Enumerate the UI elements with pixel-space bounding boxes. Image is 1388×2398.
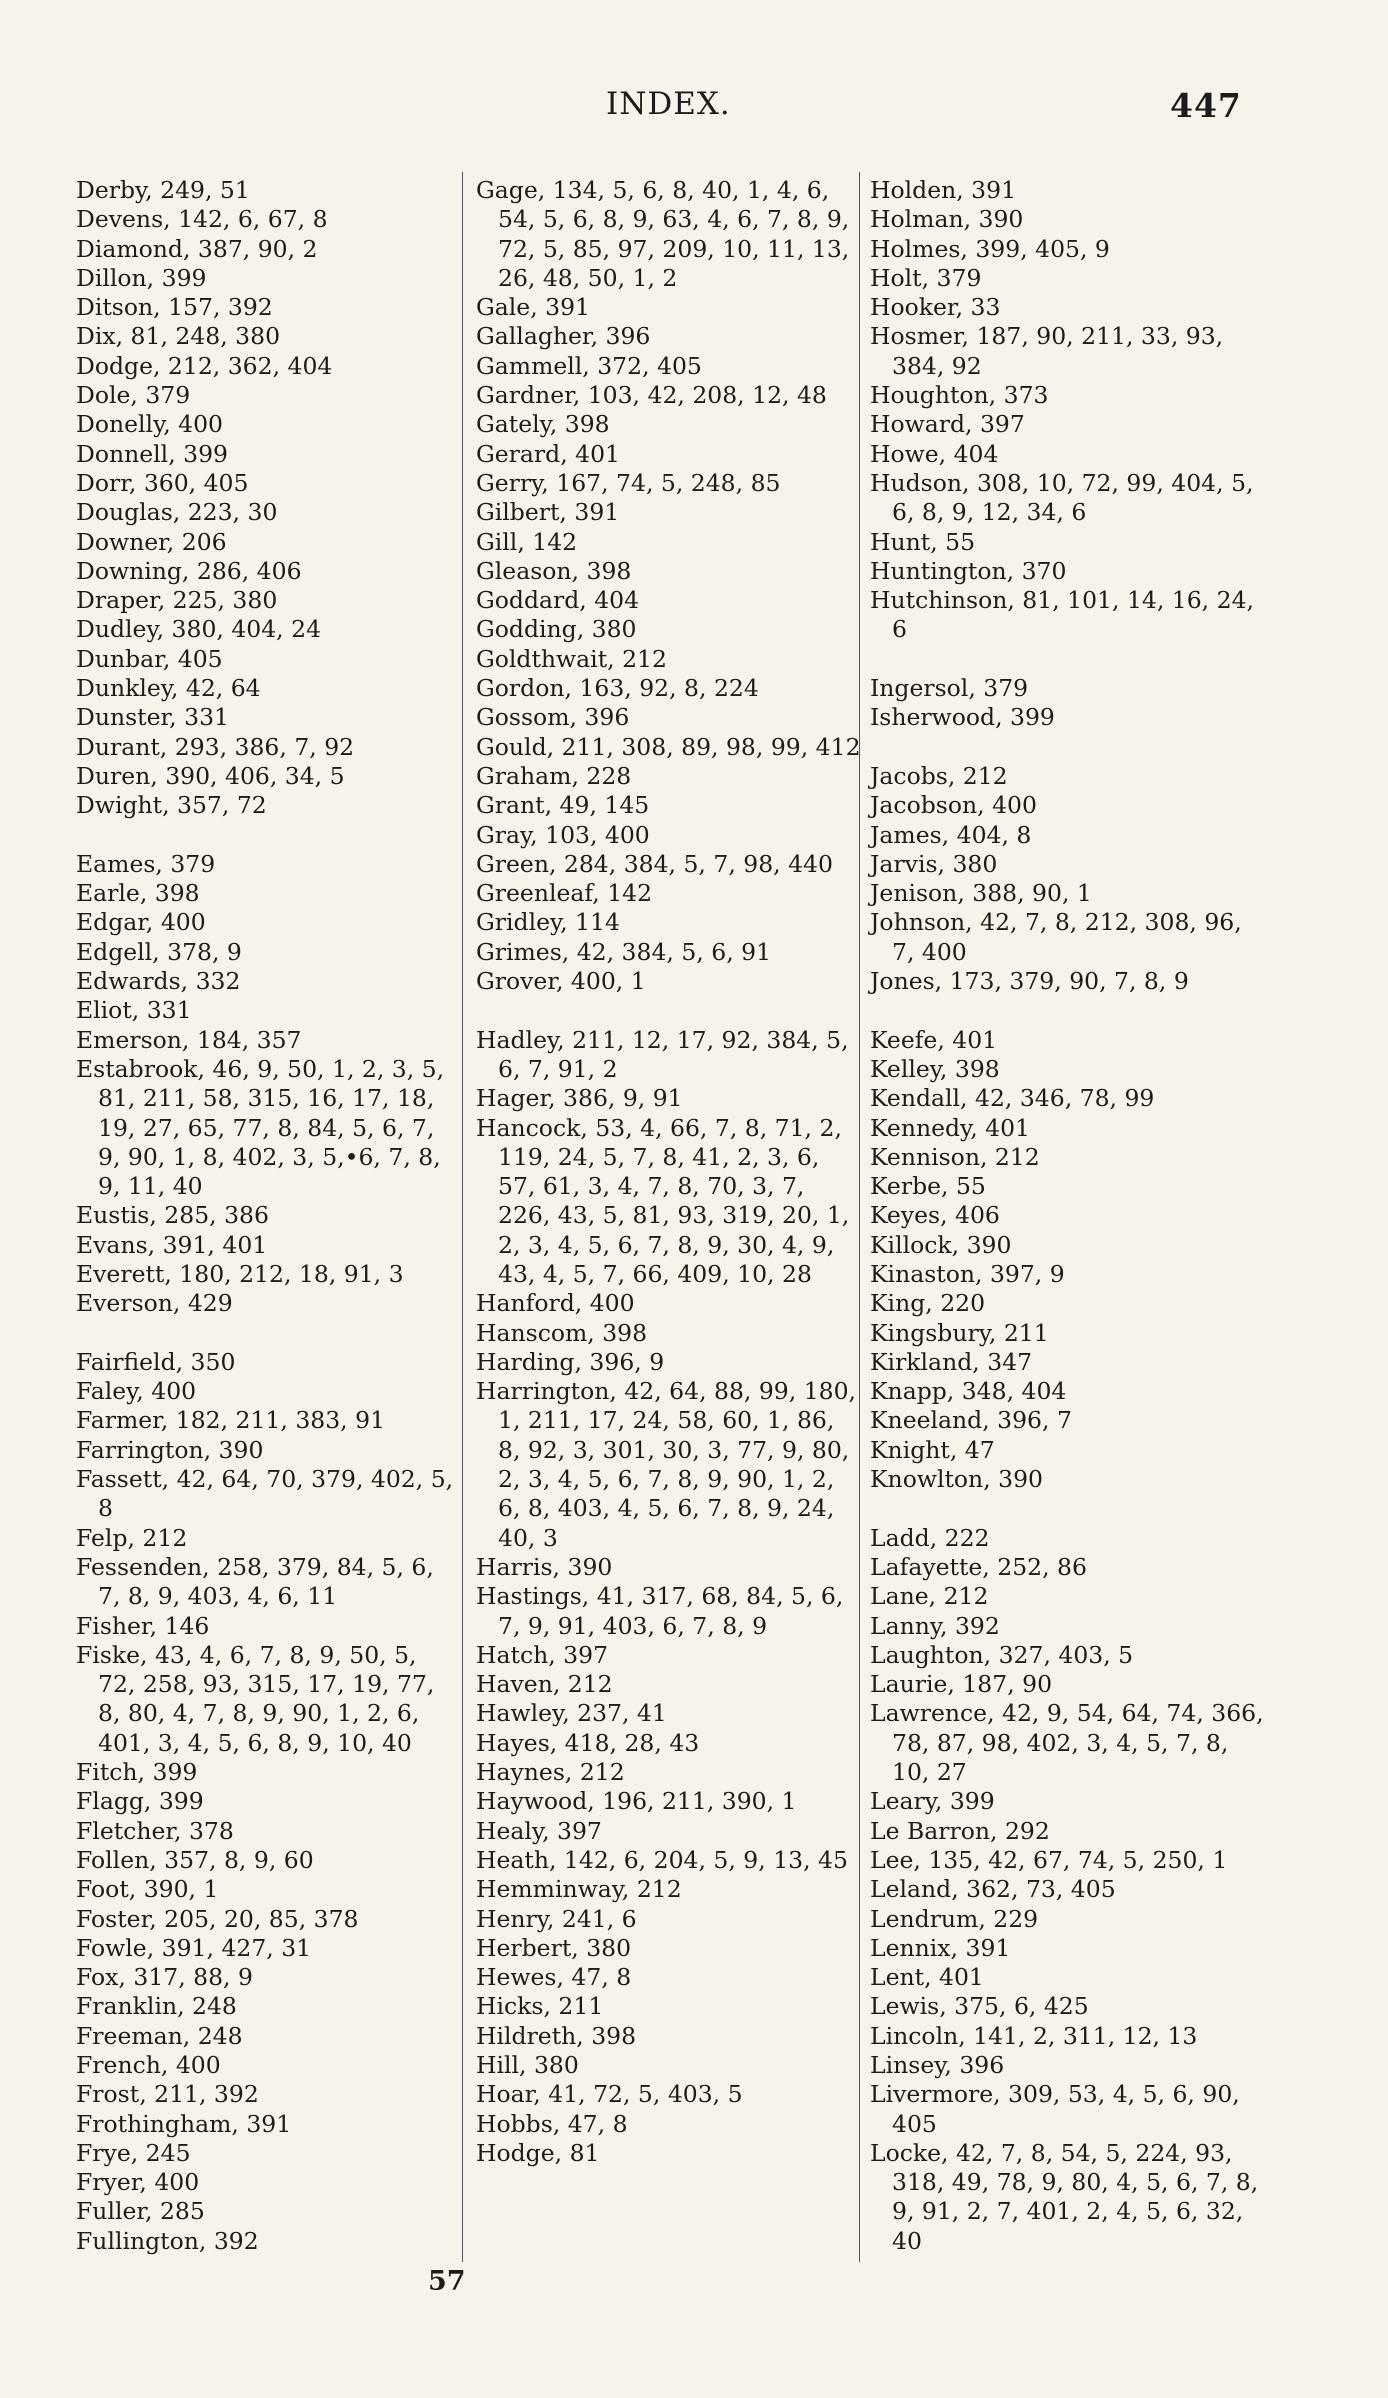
index-entry: Holden, 391 <box>870 176 1017 204</box>
index-entry: Goddard, 404 <box>476 586 640 615</box>
index-entry: Gammell, 372, 405 <box>476 351 702 380</box>
letter-section-gap <box>870 645 1270 674</box>
index-entry: Greenleaf, 142 <box>476 879 653 908</box>
index-entry: Hooker, 33 <box>870 293 1001 322</box>
index-entry: Hunt, 55 <box>870 527 976 556</box>
index-entry: Lent, 401 <box>870 1963 984 1992</box>
index-entry: Dunkley, 42, 64 <box>76 674 261 703</box>
index-entry: Gale, 391 <box>476 293 591 322</box>
index-entry: Gardner, 103, 42, 208, 12, 48 <box>476 381 827 410</box>
index-entry: Hanford, 400 <box>476 1289 635 1318</box>
index-entry: Godding, 380 <box>476 615 637 644</box>
index-entry: Dillon, 399 <box>76 263 207 292</box>
index-entry: Haywood, 196, 211, 390, 1 <box>476 1787 797 1816</box>
index-entry: Fuller, 285 <box>76 2197 205 2226</box>
index-entry: Donnell, 399 <box>76 439 228 468</box>
index-entry: Jones, 173, 379, 90, 7, 8, 9 <box>870 967 1189 996</box>
index-entry: Kennedy, 401 <box>870 1113 1031 1142</box>
index-entry: Lafayette, 252, 86 <box>870 1552 1087 1581</box>
index-entry: Gilbert, 391 <box>476 498 620 527</box>
index-entry: Gleason, 398 <box>476 556 632 585</box>
index-entry: Hudson, 308, 10, 72, 99, 404, 5, 6, 8, 9, 12, 34, 6 <box>870 468 1254 527</box>
index-entry: Fessenden, 258, 379, 84, 5, 6, 7, 8, 9, 403, 4, 6, 11 <box>76 1552 434 1611</box>
index-entry: Kelley, 398 <box>870 1054 1000 1083</box>
index-entry: Ladd, 222 <box>870 1523 990 1552</box>
index-entry: Henry, 241, 6 <box>476 1904 637 1933</box>
index-entry: Grimes, 42, 384, 5, 6, 91 <box>476 937 772 966</box>
index-entry: Kirkland, 347 <box>870 1347 1033 1376</box>
index-entry: Farrington, 390 <box>76 1435 264 1464</box>
index-entry: Felp, 212 <box>76 1523 188 1552</box>
index-entry: Lanny, 392 <box>870 1611 1000 1640</box>
index-entry: Dwight, 357, 72 <box>76 791 267 820</box>
index-entry: Faley, 400 <box>76 1377 197 1406</box>
column-divider <box>859 172 860 2262</box>
index-entry: Keyes, 406 <box>870 1201 1000 1230</box>
index-entry: Harding, 396, 9 <box>476 1347 665 1376</box>
page-title: INDEX. <box>606 86 731 122</box>
index-entry: Jacobson, 400 <box>870 791 1037 820</box>
index-entry: Kerbe, 55 <box>870 1172 986 1201</box>
index-entry: Lendrum, 229 <box>870 1904 1039 1933</box>
index-entry: Leland, 362, 73, 405 <box>870 1875 1116 1904</box>
index-entry: Kneeland, 396, 7 <box>870 1406 1072 1435</box>
index-entry: Leary, 399 <box>870 1787 995 1816</box>
index-entry: Gossom, 396 <box>476 703 630 732</box>
index-entry: Hill, 380 <box>476 2051 579 2079</box>
letter-section-gap <box>870 733 1270 762</box>
page-header <box>0 86 1388 136</box>
index-entry: Laughton, 327, 403, 5 <box>870 1640 1134 1669</box>
index-entry: Graham, 228 <box>476 761 632 790</box>
index-entry: Jarvis, 380 <box>870 849 998 878</box>
index-entry: Gill, 142 <box>476 527 578 556</box>
index-entry: Hosmer, 187, 90, 211, 33, 93, 384, 92 <box>870 322 1224 380</box>
index-entry: Downing, 286, 406 <box>76 556 302 585</box>
index-entry: Fletcher, 378 <box>76 1816 234 1845</box>
index-entry: Killock, 390 <box>870 1230 1012 1259</box>
index-entry: Herbert, 380 <box>476 1933 632 1962</box>
index-entry: Franklin, 248 <box>76 1992 237 2021</box>
index-entry: Evans, 391, 401 <box>76 1230 268 1259</box>
index-entry: Gordon, 163, 92, 8, 224 <box>476 674 759 703</box>
index-entry: Healy, 397 <box>476 1816 602 1845</box>
index-entry: Durant, 293, 386, 7, 92 <box>76 732 355 761</box>
index-entry: French, 400 <box>76 2051 221 2079</box>
index-entry: Lewis, 375, 6, 425 <box>870 1992 1089 2021</box>
index-entry: Kennison, 212 <box>870 1142 1040 1171</box>
index-column-1 <box>76 176 458 2256</box>
index-entry: Hewes, 47, 8 <box>476 1963 632 1992</box>
index-entry: Haven, 212 <box>476 1670 613 1699</box>
index-entry: Grover, 400, 1 <box>476 967 646 996</box>
index-entry: Emerson, 184, 357 <box>76 1025 302 1054</box>
index-entry: Jenison, 388, 90, 1 <box>870 879 1092 908</box>
index-entry: Laurie, 187, 90 <box>870 1670 1053 1699</box>
index-entry: Everett, 180, 212, 18, 91, 3 <box>76 1259 404 1288</box>
index-entry: Ingersol, 379 <box>870 674 1029 703</box>
index-entry: Huntington, 370 <box>870 556 1067 585</box>
index-entry: Duren, 390, 406, 34, 5 <box>76 761 345 790</box>
index-entry: Heath, 142, 6, 204, 5, 9, 13, 45 <box>476 1845 848 1874</box>
index-entry: Dix, 81, 248, 380 <box>76 322 281 351</box>
index-entry: Flagg, 399 <box>76 1787 204 1816</box>
index-entry: Ditson, 157, 392 <box>76 293 273 322</box>
index-entry: Foot, 390, 1 <box>76 1875 219 1904</box>
index-entry: Howard, 397 <box>870 410 1025 439</box>
index-entry: Dudley, 380, 404, 24 <box>76 615 322 644</box>
index-entry: Livermore, 309, 53, 4, 5, 6, 90, 405 <box>870 2080 1240 2138</box>
index-entry: Hanscom, 398 <box>476 1318 648 1347</box>
index-entry: Goldthwait, 212 <box>476 644 667 673</box>
index-entry: Eliot, 331 <box>76 996 192 1025</box>
index-entry: Frothingham, 391 <box>76 2109 292 2138</box>
index-entry: Fox, 317, 88, 9 <box>76 1963 253 1992</box>
letter-section-gap <box>476 996 862 1025</box>
signature-mark: 57 <box>428 2266 466 2297</box>
index-entry: Lawrence, 42, 9, 54, 64, 74, 366, 78, 87, 98, 402, 3, 4, 5, 7, 8, 10, 27 <box>870 1699 1264 1787</box>
index-entry: Foster, 205, 20, 85, 378 <box>76 1904 359 1933</box>
index-entry: Gage, 134, 5, 6, 8, 40, 1, 4, 6, 54, 5, 6, 8, 9, 63, 4, 6, 7, 8, 9, 72, 5, 85, 97, 209, 10, 11, 13, 26, 48, 50, 1, 2 <box>476 176 850 292</box>
index-entry: Freeman, 248 <box>76 2021 243 2050</box>
index-entry: Knight, 47 <box>870 1435 995 1464</box>
index-entry: Edgell, 378, 9 <box>76 937 242 966</box>
index-entry: Harrington, 42, 64, 88, 99, 180, 1, 211, 17, 24, 58, 60, 1, 86, 8, 92, 3, 301, 30, 3, 77, 9, 80, 2, 3, 4, 5, 6, 7, 8, 9, 90, 1, 2, 6, 8, 403, 4, 5, 6, 7, 8, 9, 24, 40, 3 <box>476 1377 857 1552</box>
index-entry: Lane, 212 <box>870 1582 989 1611</box>
index-entry: Hobbs, 47, 8 <box>476 2109 628 2138</box>
index-entry: Hemminway, 212 <box>476 1875 682 1904</box>
index-entry: Knowlton, 390 <box>870 1465 1043 1494</box>
index-entry: Hutchinson, 81, 101, 14, 16, 24, 6 <box>870 586 1254 644</box>
index-entry: Gerard, 401 <box>476 439 620 468</box>
index-entry: Gould, 211, 308, 89, 98, 99, 412 <box>476 732 861 761</box>
index-entry: Lincoln, 141, 2, 311, 12, 13 <box>870 2021 1198 2050</box>
letter-section-gap <box>870 1494 1270 1523</box>
index-entry: Estabrook, 46, 9, 50, 1, 2, 3, 5, 81, 211, 58, 315, 16, 17, 18, 19, 27, 65, 77, 8, 84, 5, 6, 7, 9, 90, 1, 8, 402, 3, 5,•6, 7, 8, 9, 11, 40 <box>76 1054 445 1201</box>
index-entry: Frye, 245 <box>76 2138 191 2167</box>
index-entry: Dodge, 212, 362, 404 <box>76 351 333 380</box>
index-entry: Gately, 398 <box>476 410 610 439</box>
index-entry: Dole, 379 <box>76 381 191 410</box>
index-entry: Knapp, 348, 404 <box>870 1377 1067 1406</box>
index-entry: Gerry, 167, 74, 5, 248, 85 <box>476 468 781 497</box>
index-entry: Eustis, 285, 386 <box>76 1201 269 1230</box>
index-column-3 <box>870 176 1270 2256</box>
index-entry: Hodge, 81 <box>476 2138 600 2167</box>
index-entry: Derby, 249, 51 <box>76 176 250 204</box>
index-entry: Draper, 225, 380 <box>76 586 278 615</box>
index-entry: Hadley, 211, 12, 17, 92, 384, 5, 6, 7, 91, 2 <box>476 1025 849 1083</box>
column-divider <box>462 172 463 2262</box>
index-entry: Hayes, 418, 28, 43 <box>476 1728 700 1757</box>
index-entry: Eames, 379 <box>76 849 216 878</box>
index-entry: Linsey, 396 <box>870 2051 1005 2079</box>
index-entry: Dorr, 360, 405 <box>76 468 249 497</box>
index-entry: Johnson, 42, 7, 8, 212, 308, 96, 7, 400 <box>870 908 1242 966</box>
index-entry: Lee, 135, 42, 67, 74, 5, 250, 1 <box>870 1845 1228 1874</box>
index-entry: Isherwood, 399 <box>870 703 1055 732</box>
index-entry: Kinaston, 397, 9 <box>870 1259 1065 1288</box>
index-entry: Frost, 211, 392 <box>76 2080 259 2109</box>
index-entry: Houghton, 373 <box>870 381 1049 410</box>
index-entry: King, 220 <box>870 1289 986 1318</box>
index-column-2 <box>476 176 862 2168</box>
index-entry: Kendall, 42, 346, 78, 99 <box>870 1084 1155 1113</box>
index-entry: Downer, 206 <box>76 527 227 556</box>
index-entry: Gridley, 114 <box>476 908 620 937</box>
index-entry: Douglas, 223, 30 <box>76 498 278 527</box>
index-entry: Kingsbury, 211 <box>870 1318 1049 1347</box>
page-number: 447 <box>1170 86 1242 125</box>
index-entry: Dunster, 331 <box>76 703 229 732</box>
index-entry: Fiske, 43, 4, 6, 7, 8, 9, 50, 5, 72, 258, 93, 315, 17, 19, 77, 8, 80, 4, 7, 8, 9, 90, 1, 2, 6, 401, 3, 4, 5, 6, 8, 9, 10, 40 <box>76 1640 435 1757</box>
index-entry: Harris, 390 <box>476 1552 613 1581</box>
index-entry: Hancock, 53, 4, 66, 7, 8, 71, 2, 119, 24, 5, 7, 8, 41, 2, 3, 6, 57, 61, 3, 4, 7, 8, 70, 3, 7, 226, 43, 5, 81, 93, 319, 20, 1, 2, 3, 4, 5, 6, 7, 8, 9, 30, 4, 9, 43, 4, 5, 7, 66, 409, 10, 28 <box>476 1113 850 1288</box>
index-entry: Edgar, 400 <box>76 908 206 937</box>
index-entry: Keefe, 401 <box>870 1025 998 1054</box>
index-entry: Farmer, 182, 211, 383, 91 <box>76 1406 386 1435</box>
index-entry: Haynes, 212 <box>476 1758 625 1787</box>
index-entry: Grant, 49, 145 <box>476 791 650 820</box>
index-entry: Fassett, 42, 64, 70, 379, 402, 5, 8 <box>76 1465 454 1523</box>
index-entry: Edwards, 332 <box>76 967 241 996</box>
index-entry: Fullington, 392 <box>76 2226 259 2255</box>
index-entry: Howe, 404 <box>870 439 999 468</box>
index-entry: James, 404, 8 <box>870 820 1032 849</box>
index-entry: Earle, 398 <box>76 879 200 908</box>
index-entry: Lennix, 391 <box>870 1933 1011 1962</box>
index-entry: Everson, 429 <box>76 1289 233 1318</box>
index-entry: Fryer, 400 <box>76 2168 200 2197</box>
index-entry: Fisher, 146 <box>76 1611 210 1640</box>
index-entry: Hildreth, 398 <box>476 2021 637 2050</box>
index-entry: Holmes, 399, 405, 9 <box>870 234 1110 263</box>
index-entry: Follen, 357, 8, 9, 60 <box>76 1845 314 1874</box>
index-entry: Holman, 390 <box>870 205 1024 234</box>
index-entry: Diamond, 387, 90, 2 <box>76 234 318 263</box>
index-entry: Jacobs, 212 <box>870 761 1008 790</box>
index-entry: Gallagher, 396 <box>476 322 651 351</box>
index-entry: Hager, 386, 9, 91 <box>476 1084 683 1113</box>
index-entry: Hatch, 397 <box>476 1640 609 1669</box>
index-entry: Fitch, 399 <box>76 1758 198 1787</box>
index-entry: Fowle, 391, 427, 31 <box>76 1933 312 1962</box>
letter-section-gap <box>870 996 1270 1025</box>
index-entry: Devens, 142, 6, 67, 8 <box>76 205 328 234</box>
index-entry: Donelly, 400 <box>76 410 224 439</box>
index-entry: Holt, 379 <box>870 263 982 292</box>
index-entry: Gray, 103, 400 <box>476 820 650 849</box>
index-entry: Hawley, 237, 41 <box>476 1699 667 1728</box>
index-entry: Hastings, 41, 317, 68, 84, 5, 6, 7, 9, 91, 403, 6, 7, 8, 9 <box>476 1582 844 1640</box>
letter-section-gap <box>76 1319 458 1348</box>
letter-section-gap <box>76 821 458 850</box>
index-entry: Fairfield, 350 <box>76 1347 236 1376</box>
index-entry: Green, 284, 384, 5, 7, 98, 440 <box>476 849 833 878</box>
index-entry: Locke, 42, 7, 8, 54, 5, 224, 93, 318, 49, 78, 9, 80, 4, 5, 6, 7, 8, 9, 91, 2, 7, 401, 2, 4, 5, 6, 32, 40 <box>870 2138 1259 2255</box>
index-entry: Hoar, 41, 72, 5, 403, 5 <box>476 2080 743 2109</box>
index-entry: Dunbar, 405 <box>76 644 223 673</box>
index-entry: Le Barron, 292 <box>870 1816 1050 1845</box>
index-entry: Hicks, 211 <box>476 1992 604 2021</box>
